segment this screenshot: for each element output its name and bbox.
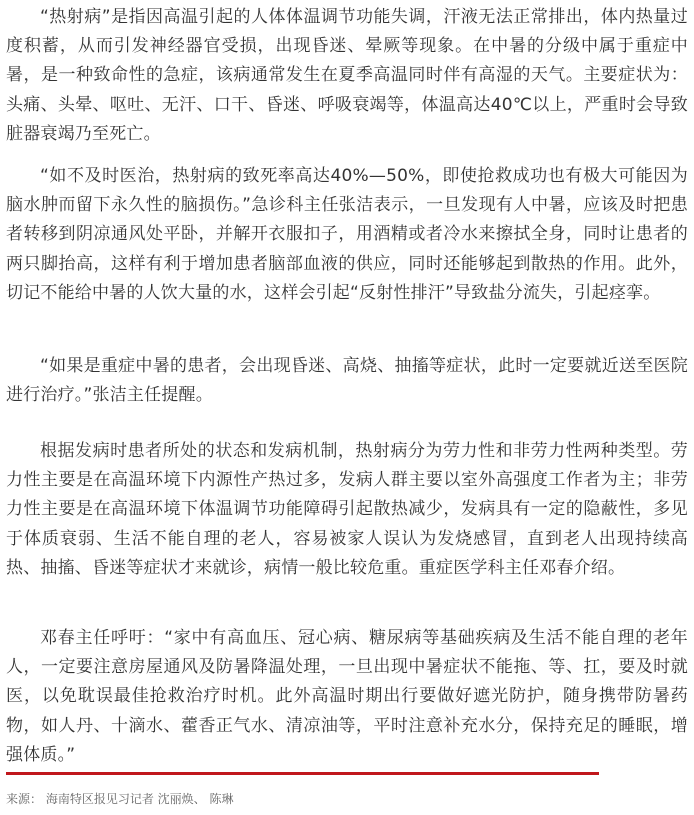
paragraph-prevention-appeal: 邓春主任呼吁：“家中有高血压、冠心病、糖尿病等基础疾病及生活不能自理的老年人，一定要注意房屋通风及防暑降温处理，一旦出现中暑症状不能拖、等、扛，要及时就医，以免耽误最佳抢救治疗时机。此外高温时期出行要做好遮光防护，随身携带防暑药物，如人丹、十滴水、藿香正气水、清凉油等，平时注意补充水分，保持充足的睡眠，增强体质。” [6, 628, 688, 765]
source-credit: 来源： 海南特区报见习记者 沈丽焕、 陈琳 [6, 792, 234, 806]
paragraph-severe-case-reminder: “如果是重症中暑的患者，会出现昏迷、高烧、抽搐等症状，此时一定要就近送至医院进行治疗。”张洁主任提醒。 [6, 356, 688, 406]
footer-divider [6, 772, 599, 775]
paragraph-heatstroke-types: 根据发病时患者所处的状态和发病机制，热射病分为劳力性和非劳力性两种类型。劳力性主要是在高温环境下内源性产热过多，发病人群主要以室外高强度工作者为主；非劳力性主要是在高温环境下体温调节功能障碍引起散热减少，发病具有一定的隐蔽性，多见于体质衰弱、生活不能自理的老人，容易被家人误认为发烧感冒，直到老人出现持续高热、抽搐、昏迷等症状才来就诊，病情一般比较危重。重症医学科主任邓春介绍。 [6, 441, 688, 578]
paragraph-emergency-advice: “如不及时医治，热射病的致死率高达40%—50%，即使抢救成功也有极大可能因为脑水肿而留下永久性的脑损伤。”急诊科主任张洁表示，一旦发现有人中暑，应该及时把患者转移到阴凉通风处平卧，并解开衣服扣子，用酒精或者冷水来擦拭全身，同时让患者的两只脚抬高，这样有利于增加患者脑部血液的供应，同时还能够起到散热的作用。此外，切记不能给中暑的人饮大量的水，这样会引起“反射性排汗”导致盐分流失，引起痉挛。 [6, 166, 688, 303]
paragraph-heatstroke-definition: “热射病”是指因高温引起的人体体温调节功能失调，汗液无法正常排出，体内热量过度积蓄，从而引发神经器官受损，出现昏迷、晕厥等现象。在中暑的分级中属于重症中暑，是一种致命性的急症，该病通常发生在夏季高温同时伴有高湿的天气。主要症状为：头痛、头晕、呕吐、无汗、口干、昏迷、呼吸衰竭等，体温高达40℃以上，严重时会导致脏器衰竭乃至死亡。 [6, 7, 688, 144]
